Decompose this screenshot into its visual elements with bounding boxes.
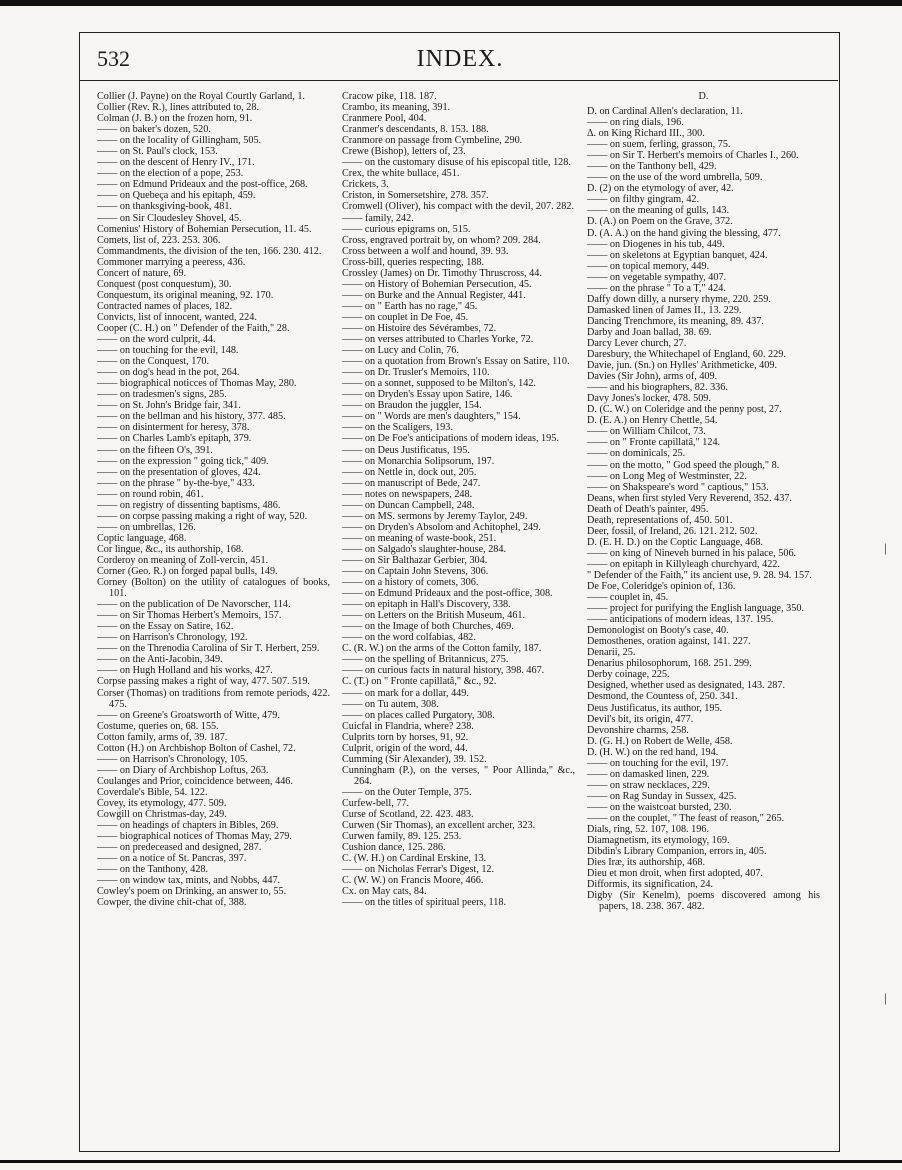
bottom-edge-bar <box>0 1160 902 1163</box>
index-entry: —— on Edmund Prideaux and the post-office, 308. <box>342 588 553 600</box>
index-entry: —— on Lucy and Colin, 76. <box>342 345 459 357</box>
page-number: 532 <box>97 46 130 71</box>
index-entry: —— on king of Nineveh burned in his palace, 506. <box>587 547 797 559</box>
index-entry: —— on couplet in De Foe, 45. <box>342 311 469 323</box>
index-entry: De Foe, Coleridge's opinion of, 136. <box>587 581 736 593</box>
index-entry: —— on Long Meg of Westminster, 22. <box>587 470 747 482</box>
index-entry: Davy Jones's locker, 478. 509. <box>587 393 711 405</box>
index-entry: —— on tradesmen's signs, 285. <box>97 389 227 401</box>
index-entry: Cranmer's descendants, 8. 153. 188. <box>342 124 489 136</box>
index-entry: —— on skeletons at Egyptian banquet, 424. <box>587 249 768 261</box>
index-entry: —— on damasked linen, 229. <box>587 768 710 780</box>
margin-mark: | <box>884 540 887 555</box>
index-entry: —— on touching for the evil, 197. <box>587 757 729 769</box>
index-entry: Darcy Lever church, 27. <box>587 337 687 349</box>
index-entry: —— on Burke and the Annual Register, 441. <box>342 289 526 301</box>
index-entry: —— on Sir Balthazar Gerbier, 304. <box>342 554 488 566</box>
index-entry: Comenius' History of Bohemian Persecution, 11. 45. <box>97 223 312 235</box>
index-entry: C. (R. W.) on the arms of the Cotton family, 187. <box>342 643 542 655</box>
index-entry: Dancing Trenchmore, its meaning, 89. 437. <box>587 315 764 327</box>
index-entry: —— on the Tanthony, 428. <box>97 864 209 876</box>
index-entry: Culprits torn by horses, 91, 92. <box>342 731 469 743</box>
index-entry: —— on the phrase " by-the-bye," 433. <box>97 477 255 489</box>
index-entry: —— on Shakspeare's word " captious," 153. <box>587 481 769 493</box>
index-entry: Δ. on King Richard III., 300. <box>587 128 705 140</box>
index-entry: —— on window tax, mints, and Nobbs, 447. <box>97 875 281 887</box>
index-entry: —— on the presentation of gloves, 424. <box>97 466 261 478</box>
index-entry: —— on a sonnet, supposed to be Milton's, 142. <box>342 378 536 390</box>
index-entry: —— on " Earth has no rage," 45. <box>342 300 478 312</box>
index-entry: D. on Cardinal Allen's declaration, 11. <box>587 106 743 117</box>
index-entry: —— on epitaph in Hall's Discovery, 338. <box>342 599 511 611</box>
index-entry: —— on the election of a pope, 253. <box>97 168 244 180</box>
index-entry: Crex, the white bullace, 451. <box>342 168 460 180</box>
index-entry: Cromwell (Oliver), his compact with the devil, 207. 282. <box>342 201 575 213</box>
index-entry: —— on the meaning of gulls, 143. <box>587 205 730 217</box>
index-entry: Dibdin's Library Companion, errors in, 405. <box>587 846 767 858</box>
index-entry: Dieu et mon droit, when first adopted, 407. <box>587 868 763 880</box>
index-entry: Covey, its etymology, 477. 509. <box>97 798 227 809</box>
index-entry: —— on straw necklaces, 229. <box>587 779 710 791</box>
index-entry: —— on Letters on the British Museum, 461. <box>342 610 526 622</box>
index-column-3 <box>587 91 820 912</box>
index-entry: Cross between a wolf and hound, 39. 93. <box>342 245 509 257</box>
index-entry: —— on the customary disuse of his episcopal title, 128. <box>342 157 571 169</box>
index-entry: Corpse passing makes a right of way, 477. 507. 519. <box>97 676 310 688</box>
top-edge-bar <box>0 0 902 6</box>
index-entry: —— on the Scaligers, 193. <box>342 422 453 434</box>
index-entry: D. (C. W.) on Coleridge and the penny post, 27. <box>587 404 782 416</box>
index-entry: D. (A.) on Poem on the Grave, 372. <box>587 216 733 228</box>
index-entry: —— on curious facts in natural history, 398. 467. <box>342 665 545 677</box>
index-entry: —— on the publication of De Navorscher, 114. <box>97 599 291 611</box>
index-entry: Dies Iræ, its authorship, 468. <box>587 857 705 869</box>
index-entry: —— on Dryden's Essay upon Satire, 146. <box>342 389 513 401</box>
index-entry: —— on History of Bohemian Persecution, 45. <box>342 278 532 290</box>
index-entry: C. (T.) on " Fronte capillatâ," &c., 92. <box>342 676 497 688</box>
index-entry: Comets, list of, 223. 253. 306. <box>97 234 221 246</box>
index-entry: —— on umbrellas, 126. <box>97 521 196 533</box>
index-entry: Denarius philosophorum, 168. 251. 299. <box>587 658 752 670</box>
index-entry: —— on the titles of spiritual peers, 118. <box>342 897 507 909</box>
index-entry: Cotton (H.) on Archbishop Bolton of Cashel, 72. <box>97 742 296 754</box>
index-entry: D. (2) on the etymology of aver, 42. <box>587 183 734 195</box>
index-entry: Deans, when first styled Very Reverend, 352. 437. <box>587 492 792 504</box>
index-entry: —— on Edmund Prideaux and the post-office, 268. <box>97 179 308 191</box>
index-entry: —— on baker's dozen, 520. <box>97 124 211 136</box>
index-entry: —— on MS. sermons by Jeremy Taylor, 249. <box>342 510 528 522</box>
index-entry: " Defender of the Faith," its ancient use, 9. 28. 94. 157. <box>587 569 812 581</box>
index-entry: —— on disinterment for heresy, 378. <box>97 422 250 434</box>
index-entry: —— on Quebeça and his epitaph, 459. <box>97 190 256 202</box>
index-entry: —— on the descent of Henry IV., 171. <box>97 157 255 169</box>
index-entry: —— on dominicals, 25. <box>587 448 686 460</box>
index-entry: —— on Nicholas Ferrar's Digest, 12. <box>342 864 495 876</box>
index-entry: —— on headings of chapters in Bibles, 269. <box>97 820 279 832</box>
index-entry: Death, representations of, 450. 501. <box>587 514 733 526</box>
index-entry: —— on Charles Lamb's epitaph, 379. <box>97 433 252 445</box>
index-entry: Darby and Joan ballad, 38. 69. <box>587 326 712 338</box>
index-entry: Colman (J. B.) on the frozen horn, 91. <box>97 113 253 125</box>
index-entry: Diamagnetism, its etymology, 169. <box>587 835 730 847</box>
index-entry: Convicts, list of innocent, wanted, 224. <box>97 311 257 323</box>
index-entry: —— on the Image of both Churches, 469. <box>342 621 514 633</box>
index-entry: —— on a quotation from Brown's Essay on Satire, 110. <box>342 356 570 368</box>
index-entry: —— on filthy gingram, 42. <box>587 194 700 206</box>
index-entry: —— notes on newspapers, 248. <box>342 488 473 500</box>
index-entry: Cor lingue, &c., its authorship, 168. <box>97 543 244 555</box>
index-entry: —— on registry of dissenting baptisms, 486. <box>97 499 281 511</box>
index-entry: Concert of nature, 69. <box>97 267 187 279</box>
index-entry: —— on Salgado's slaughter-house, 284. <box>342 543 507 555</box>
index-entry: —— on the motto, " God speed the plough," 8. <box>587 459 780 471</box>
index-entry: —— on topical memory, 449. <box>587 260 710 272</box>
index-entry: Culprit, origin of the word, 44. <box>342 742 468 754</box>
index-entry: Coptic language, 468. <box>97 532 187 544</box>
index-entry: D. (H. W.) on the red hand, 194. <box>587 746 719 758</box>
index-entry: Demosthenes, oration against, 141. 227. <box>587 636 751 648</box>
index-entry: —— on the Essay on Satire, 162. <box>97 621 234 633</box>
index-entry: Curwen (Sir Thomas), an excellent archer, 323. <box>342 820 536 832</box>
index-entry: —— on round robin, 461. <box>97 488 204 500</box>
index-entry: —— on Diary of Archbishop Loftus, 263. <box>97 764 269 776</box>
index-entry: Cowgill on Christmas-day, 249. <box>97 809 227 821</box>
index-entry: Designed, whether used as designated, 143. 287. <box>587 680 786 692</box>
index-entry: —— on Dr. Trusler's Memoirs, 110. <box>342 367 490 379</box>
index-entry: Coverdale's Bible, 54. 122. <box>97 786 208 798</box>
index-entry: Demonologist on Booty's case, 40. <box>587 625 729 637</box>
index-entry: Conquest (post conquestum), 30. <box>97 278 232 290</box>
index-entry: Collier (Rev. R.), lines attributed to, 28. <box>97 102 260 114</box>
index-entry: Cumming (Sir Alexander), 39. 152. <box>342 753 487 765</box>
index-entry: —— on the word colfabias, 482. <box>342 632 476 644</box>
index-entry: Conquestum, its original meaning, 92. 170. <box>97 289 274 301</box>
index-entry: —— on the couplet, " The feast of reason," 265. <box>587 813 785 824</box>
index-entry: Crewe (Bishop), letters of, 23. <box>342 146 466 158</box>
index-entry: C. (W. W.) on Francis Moore, 466. <box>342 875 484 887</box>
index-entry: Curse of Scotland, 22. 423. 483. <box>342 809 474 821</box>
index-entry: —— on Rag Sunday in Sussex, 425. <box>587 790 737 802</box>
index-entry: —— on epitaph in Killyleagh churchyard, 422. <box>587 558 780 570</box>
index-entry: —— biographical noticces of Thomas May, 280. <box>97 378 297 390</box>
index-entry: —— on De Foe's anticipations of modern ideas, 195. <box>342 433 559 445</box>
page-header <box>97 44 823 78</box>
index-entry: —— on ring dials, 196. <box>587 117 684 129</box>
index-entry: Difformis, its signification, 24. <box>587 879 714 891</box>
index-entry: —— on Harrison's Chronology, 105. <box>97 753 248 765</box>
index-entry: —— on the Threnodia Carolina of Sir T. Herbert, 259. <box>97 643 320 655</box>
index-entry: —— on the Tanthony bell, 429. <box>587 161 717 173</box>
index-entry: —— on Dryden's Absolom and Achitophel, 249. <box>342 521 541 533</box>
index-entry: —— and his biographers, 82. 336. <box>587 382 728 394</box>
index-entry: Dials, ring, 52. 107, 108. 196. <box>587 824 709 836</box>
index-entry: Damasked linen of James II., 13. 229. <box>587 304 742 316</box>
index-entry: Corser (Thomas) on traditions from remote periods, 422. 475. <box>97 687 330 710</box>
index-entry: Criston, in Somersetshire, 278. 357. <box>342 190 489 202</box>
index-entry: —— on Monarchia Solipsorum, 197. <box>342 455 495 467</box>
index-entry: —— on " Fronte capillatâ," 124. <box>587 437 721 449</box>
index-entry: —— project for purifying the English language, 350. <box>587 603 805 615</box>
index-entry: —— on a notice of St. Pancras, 397. <box>97 853 247 865</box>
index-entry: Cunningham (P.), on the verses, " Poor Allinda," &c., 264. <box>342 764 575 787</box>
index-entry: Collier (J. Payne) on the Royal Courtly Garland, 1. <box>97 91 305 102</box>
index-entry: Curwen family, 89. 125. 253. <box>342 831 462 843</box>
index-entry: —— on Deus Justificatus, 195. <box>342 444 470 456</box>
index-entry: —— anticipations of modern ideas, 137. 195. <box>587 614 774 626</box>
index-entry: —— on thanksgiving-book, 481. <box>97 201 232 213</box>
index-entry: Death of Death's painter, 495. <box>587 503 709 515</box>
index-entry: Curfew-bell, 77. <box>342 798 410 809</box>
index-entry: Cooper (C. H.) on " Defender of the Faith," 28. <box>97 322 290 334</box>
index-entry: —— on the expression " going tick," 409. <box>97 455 269 467</box>
index-entry: —— on predeceased and designed, 287. <box>97 842 262 854</box>
index-entry: Devil's bit, its origin, 477. <box>587 713 694 725</box>
index-entry: —— on the waistcoat bursted, 230. <box>587 801 732 813</box>
index-entry: —— on Sir Cloudesley Shovel, 45. <box>97 212 242 224</box>
index-entry: —— on places called Purgatory, 308. <box>342 709 495 721</box>
index-entry: D. (G. H.) on Robert de Welle, 458. <box>587 735 733 747</box>
index-entry: Cranmere Pool, 404. <box>342 113 427 125</box>
index-entry: —— on Tu autem, 308. <box>342 698 439 710</box>
index-entry: Crickets, 3. <box>342 179 389 191</box>
index-entry: —— on St. Paul's clock, 153. <box>97 146 218 158</box>
index-entry: —— on Greene's Groatsworth of Witte, 479. <box>97 709 280 721</box>
index-entry: —— on dog's head in the pot, 264. <box>97 367 240 379</box>
index-entry: Deus Justificatus, its author, 195. <box>587 702 723 714</box>
index-entry: —— on the locality of Gillingham, 505. <box>97 135 262 147</box>
index-entry: Cx. on May cats, 84. <box>342 886 427 898</box>
index-entry: —— on the Conquest, 170. <box>97 356 210 368</box>
index-entry: —— on Histoire des Sévérambes, 72. <box>342 322 497 334</box>
index-entry: —— on Duncan Campbell, 248. <box>342 499 475 511</box>
index-entry: —— on vegetable sympathy, 407. <box>587 271 727 283</box>
index-entry: Cowley's poem on Drinking, an answer to, 55. <box>97 886 287 898</box>
index-entry: D. (E. H. D.) on the Coptic Language, 468. <box>587 536 763 548</box>
index-entry: —— on the Anti-Jacobin, 349. <box>97 654 223 666</box>
index-entry: Corner (Geo. R.) on forged papal bulls, 149. <box>97 566 278 578</box>
index-entry: Contracted names of places, 182. <box>97 300 233 312</box>
index-entry: Cuicfal in Flandria, where? 238. <box>342 720 474 732</box>
index-entry: —— on the fifteen O's, 391. <box>97 444 213 456</box>
index-entry: Deer, fossil, of Ireland, 26. 121. 212. 502. <box>587 525 758 537</box>
index-entry: Daresbury, the Whitechapel of England, 60. 229. <box>587 349 786 361</box>
index-column-1 <box>97 91 330 908</box>
index-entry: —— on " Words are men's daughters," 154. <box>342 411 521 423</box>
index-entry: Denarii, 25. <box>587 647 636 659</box>
index-entry: —— on St. John's Bridge fair, 341. <box>97 400 241 412</box>
index-entry: —— biographical notices of Thomas May, 279. <box>97 831 292 843</box>
index-entry: —— on Captain John Stevens, 306. <box>342 566 489 578</box>
index-entry: —— on the bellman and his history, 377. 485. <box>97 411 286 423</box>
index-entry: Corney (Bolton) on the utility of catalogues of books, 101. <box>97 577 330 600</box>
index-column-2 <box>342 91 575 908</box>
index-entry: —— on the phrase " To a T," 424. <box>587 282 726 294</box>
index-entry: —— on Sir T. Herbert's memoirs of Charles I., 260. <box>587 150 799 162</box>
index-entry: —— on Harrison's Chronology, 192. <box>97 632 248 644</box>
index-entry: Corderoy on meaning of Zoll-vercin, 451. <box>97 554 269 566</box>
index-entry: Cushion dance, 125. 286. <box>342 842 446 854</box>
index-entry: D. (E. A.) on Henry Chettle, 54. <box>587 415 718 427</box>
index-entry: Daffy down dilly, a nursery rhyme, 220. 259. <box>587 293 771 305</box>
index-entry: Crossley (James) on Dr. Timothy Thruscross, 44. <box>342 267 542 279</box>
page-title: INDEX. <box>416 46 504 72</box>
index-entry: —— on the spelling of Britannicus, 275. <box>342 654 509 666</box>
index-entry: —— on the Outer Temple, 375. <box>342 786 472 798</box>
index-entry: Devonshire charms, 258. <box>587 724 689 736</box>
index-entry: Derby coinage, 225. <box>587 669 670 681</box>
index-entry: —— on the use of the word umbrella, 509. <box>587 172 763 184</box>
index-entry: D. (A. A.) on the hand giving the blessing, 477. <box>587 227 781 239</box>
margin-mark: | <box>884 990 887 1005</box>
index-entry: —— couplet in, 45. <box>587 592 669 604</box>
index-entry: Cracow pike, 118. 187. <box>342 91 437 102</box>
index-entry: Crambo, its meaning, 391. <box>342 102 451 114</box>
letter-heading: D. <box>698 91 709 102</box>
index-entry: Davies (Sir John), arms of, 409. <box>587 371 718 383</box>
index-entry: —— on the word culprit, 44. <box>97 334 216 346</box>
index-entry: Cotton family, arms of, 39. 187. <box>97 731 228 743</box>
index-entry: —— on Braudon the juggler, 154. <box>342 400 482 412</box>
index-entry: Coulanges and Prior, coincidence between, 446. <box>97 775 293 787</box>
index-entry: —— on meaning of waste-book, 251. <box>342 532 497 544</box>
index-entry: Cowper, the divine chit-chat of, 388. <box>97 897 247 909</box>
index-entry: Digby (Sir Kenelm), poems discovered among his papers, 18. 238. 367. 482. <box>587 890 820 913</box>
index-entry: —— on William Chilcot, 73. <box>587 426 706 438</box>
index-entry: —— on manuscript of Bede, 247. <box>342 477 481 489</box>
index-entry: —— on touching for the evil, 148. <box>97 345 239 357</box>
index-entry: Costume, queries on, 68. 155. <box>97 720 219 732</box>
index-entry: Commandments, the division of the ten, 166. 230. 412. <box>97 245 322 257</box>
index-entry: —— on Sir Thomas Herbert's Memoirs, 157. <box>97 610 282 622</box>
index-entry: Cross, engraved portrait by, on whom? 209. 284. <box>342 234 541 246</box>
index-entry: —— on Nettle in, dock out, 205. <box>342 466 477 478</box>
index-entry: Davie, jun. (Sn.) on Hylles' Arithmeticke, 409. <box>587 360 777 372</box>
index-entry: —— on corpse passing making a right of way, 520. <box>97 510 308 522</box>
index-entry: —— curious epigrams on, 515. <box>342 223 471 235</box>
index-entry: —— on Diogenes in his tub, 449. <box>587 238 725 250</box>
index-entry: Cranmore on passage from Cymbeline, 290. <box>342 135 523 147</box>
index-entry: —— on a history of comets, 306. <box>342 577 479 589</box>
index-entry: —— on verses attributed to Charles Yorke, 72. <box>342 334 534 346</box>
index-entry: Cross-bill, queries respecting, 188. <box>342 256 485 268</box>
index-entry: Desmond, the Countess of, 250. 341. <box>587 691 738 703</box>
index-entry: C. (W. H.) on Cardinal Erskine, 13. <box>342 853 487 865</box>
index-entry: —— family, 242. <box>342 212 414 224</box>
index-entry: —— on mark for a dollar, 449. <box>342 687 469 699</box>
index-entry: —— on suem, ferling, grasson, 75. <box>587 139 731 151</box>
index-entry: —— on Hugh Holland and his works, 427. <box>97 665 273 677</box>
index-entry: Commoner marrying a peeress, 436. <box>97 256 246 268</box>
header-rule <box>79 80 838 81</box>
